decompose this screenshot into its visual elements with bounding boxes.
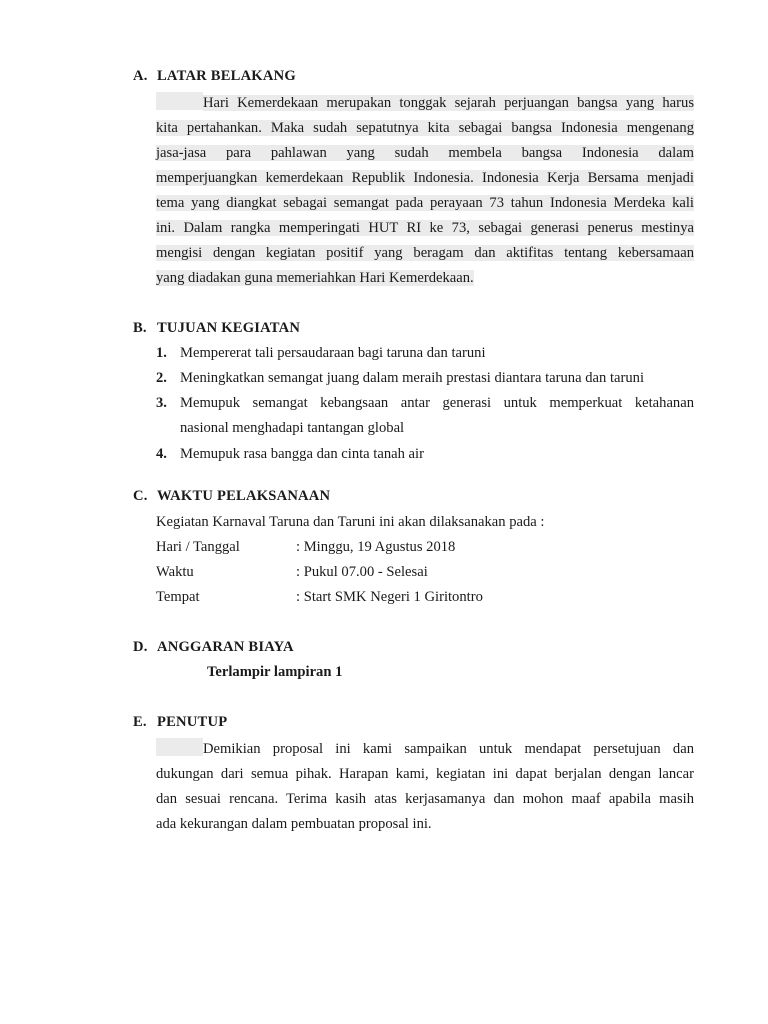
- list-number: 1.: [156, 345, 167, 361]
- line-text: jasa-jasa para pahlawan yang sudah membela bangsa Indonesia dalam: [156, 145, 694, 161]
- line-text: kita pertahankan. Maka sudah sepatutnya kita sebagai bangsa Indonesia mengenang: [156, 120, 694, 136]
- section-c-letter: C.: [133, 488, 148, 504]
- schedule-value: : Start SMK Negeri 1 Giritontro: [296, 589, 483, 605]
- list-item-text: nasional menghadapi tantangan global: [180, 420, 405, 436]
- section-e-letter: E.: [133, 714, 147, 730]
- section-e-paragraph: [156, 737, 694, 837]
- list-item-text: Meningkatkan semangat juang dalam meraih prestasi diantara taruna dan taruni: [180, 370, 644, 386]
- paragraph-line: [156, 787, 694, 812]
- list-item: [180, 442, 694, 467]
- indent-highlight: [156, 92, 203, 110]
- list-number: 3.: [156, 395, 167, 411]
- section-c-title: WAKTU PELAKSANAAN: [157, 488, 331, 504]
- paragraph-line: [156, 141, 694, 166]
- list-item-text: Memupuk semangat kebangsaan antar generasi untuk memperkuat ketahanan: [180, 395, 694, 411]
- section-c-intro: Kegiatan Karnaval Taruna dan Taruni ini akan dilaksanakan pada :: [156, 514, 545, 530]
- section-b-title: TUJUAN KEGIATAN: [157, 320, 301, 336]
- section-a-heading: [133, 68, 296, 85]
- section-b-heading: [133, 320, 300, 337]
- paragraph-line: [156, 216, 694, 241]
- paragraph-line: [156, 737, 694, 762]
- paragraph-line: [156, 241, 694, 266]
- list-item-text: Memupuk rasa bangga dan cinta tanah air: [180, 446, 424, 462]
- line-text: memperjuangkan kemerdekaan Republik Indonesia. Indonesia Kerja Bersama menjadi: [156, 170, 694, 186]
- section-d-title: ANGGARAN BIAYA: [157, 639, 294, 655]
- schedule-label: Waktu: [156, 564, 194, 580]
- schedule-value: : Minggu, 19 Agustus 2018: [296, 539, 456, 555]
- list-item-text: Mempererat tali persaudaraan bagi taruna dan taruni: [180, 345, 486, 361]
- line-text: dan sesuai rencana. Terima kasih atas kerjasamanya dan mohon maaf apabila masih: [156, 791, 694, 807]
- line-text: mengisi dengan kegiatan positif yang beragam dan aktifitas tentang kebersamaan: [156, 245, 694, 261]
- schedule-label: Tempat: [156, 589, 200, 605]
- section-d-letter: D.: [133, 639, 148, 655]
- paragraph-line: [156, 812, 694, 837]
- section-e-heading: [133, 714, 227, 731]
- list-number: 2.: [156, 370, 167, 386]
- line-text: yang diadakan guna memeriahkan Hari Kemerdekaan.: [156, 270, 474, 286]
- list-number: 4.: [156, 446, 167, 462]
- schedule-value: : Pukul 07.00 - Selesai: [296, 564, 428, 580]
- section-d-heading: [133, 639, 294, 656]
- paragraph-line: [156, 91, 694, 116]
- list-item: [180, 341, 694, 366]
- paragraph-line: [156, 116, 694, 141]
- line-text: ada kekurangan dalam pembuatan proposal ini.: [156, 816, 432, 832]
- line-text: Hari Kemerdekaan merupakan tonggak sejarah perjuangan bangsa yang harus: [203, 95, 694, 111]
- section-a-paragraph: [156, 91, 694, 291]
- section-a-letter: A.: [133, 68, 148, 84]
- list-item: [180, 366, 694, 391]
- list-item: [180, 391, 694, 441]
- budget-note: Terlampir lampiran 1: [207, 664, 343, 680]
- line-text: dukungan dari semua pihak. Harapan kami, kegiatan ini dapat berjalan dengan lancar: [156, 766, 694, 782]
- schedule-label: Hari / Tanggal: [156, 539, 240, 555]
- section-e-title: PENUTUP: [157, 714, 228, 730]
- section-a-title: LATAR BELAKANG: [157, 68, 296, 84]
- paragraph-line: [156, 762, 694, 787]
- paragraph-line: [156, 191, 694, 216]
- paragraph-line: [156, 266, 694, 291]
- line-text: ini. Dalam rangka memperingati HUT RI ke 73, sebagai generasi penerus mestinya: [156, 220, 694, 236]
- section-c-heading: [133, 488, 330, 505]
- section-b-letter: B.: [133, 320, 147, 336]
- line-text: tema yang diangkat sebagai semangat pada perayaan 73 tahun Indonesia Merdeka kali: [156, 195, 694, 211]
- indent-highlight: [156, 738, 203, 756]
- line-text: Demikian proposal ini kami sampaikan untuk mendapat persetujuan dan: [203, 741, 694, 757]
- paragraph-line: [156, 166, 694, 191]
